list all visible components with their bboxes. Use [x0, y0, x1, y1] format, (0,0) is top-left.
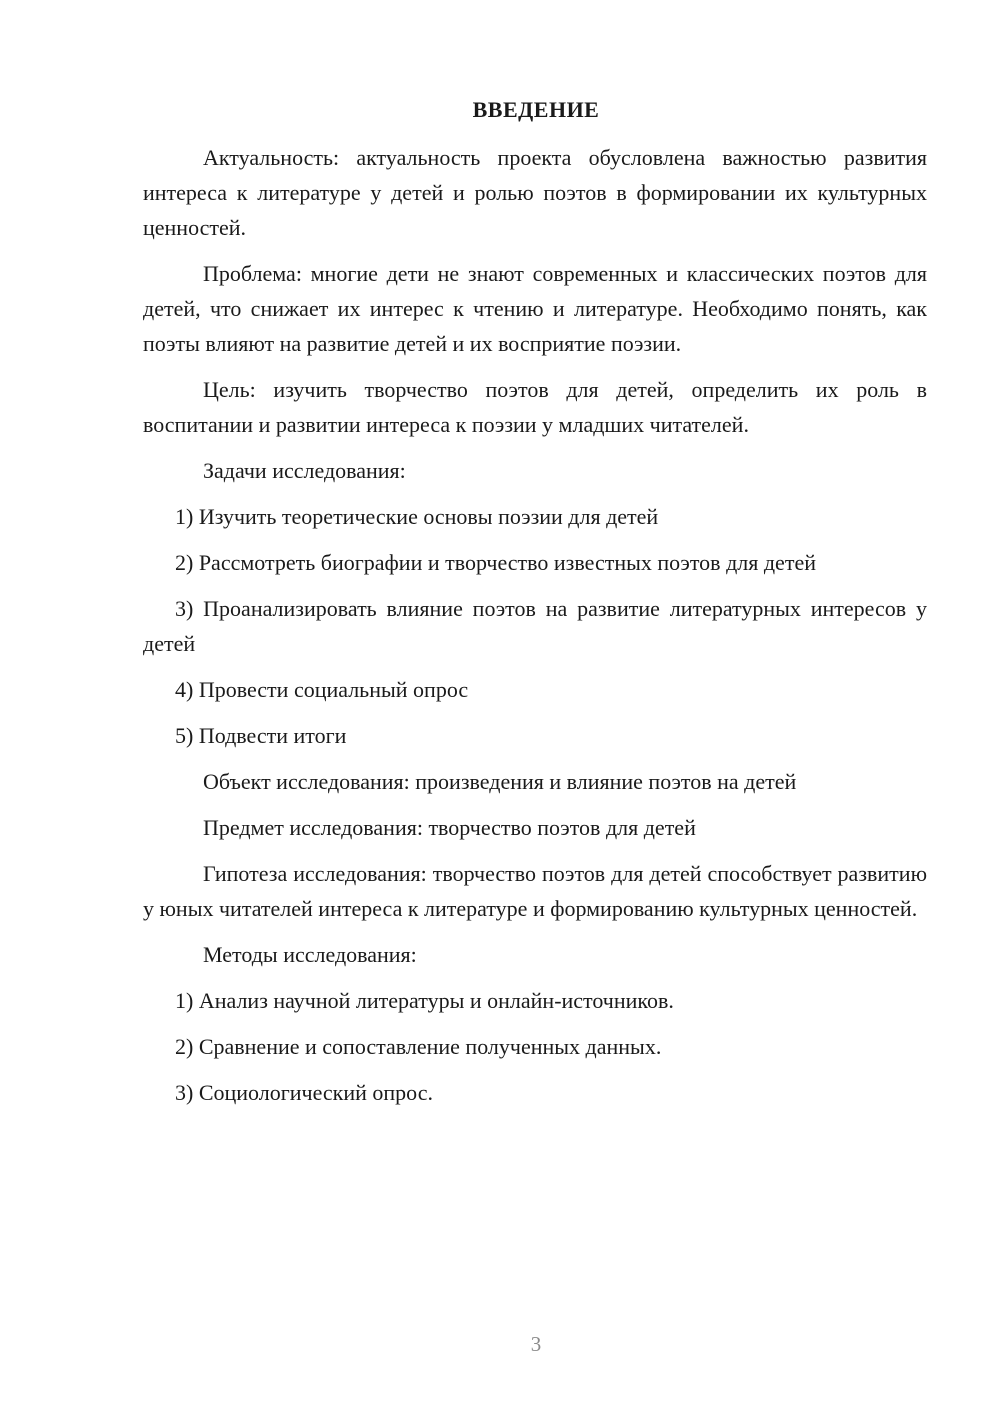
object-paragraph: Объект исследования: произведения и влияние поэтов на детей: [203, 769, 797, 794]
subject-paragraph: Предмет исследования: творчество поэтов для детей: [203, 815, 696, 840]
document-body: [143, 140, 927, 1121]
methods-heading: Методы исследования:: [203, 942, 417, 967]
method-item-3: 3) Социологический опрос.: [175, 1080, 433, 1105]
task-item-1: 1) Изучить теоретические основы поэзии для детей: [175, 504, 659, 529]
relevance-paragraph: Актуальность: актуальность проекта обусловлена важностью развития интереса к литературе у детей и ролью поэтов в формировании их культурных ценностей.: [143, 145, 927, 240]
task-item-4: 4) Провести социальный опрос: [175, 677, 469, 702]
tasks-heading: Задачи исследования:: [203, 458, 406, 483]
page-title: ВВЕДЕНИЕ: [472, 97, 600, 122]
problem-paragraph: Проблема: многие дети не знают современных и классических поэтов для детей, что снижает их интерес к чтению и литературе. Необходимо понять, как поэты влияют на развитие детей и их восприятие поэзии.: [143, 261, 927, 356]
page-number: 3: [530, 1332, 542, 1356]
method-item-1: 1) Анализ научной литературы и онлайн-источников.: [175, 988, 674, 1013]
goal-paragraph: Цель: изучить творчество поэтов для детей, определить их роль в воспитании и развитии интереса к поэзии у младших читателей.: [143, 377, 927, 437]
task-item-2: 2) Рассмотреть биографии и творчество известных поэтов для детей: [175, 550, 816, 575]
task-item-5: 5) Подвести итоги: [175, 723, 347, 748]
task-item-3: 3) Проанализировать влияние поэтов на развитие литературных интересов у детей: [143, 596, 927, 656]
hypothesis-paragraph: Гипотеза исследования: творчество поэтов для детей способствует развитию у юных читателей интереса к литературе и формированию культурных ценностей.: [143, 861, 927, 921]
method-item-2: 2) Сравнение и сопоставление полученных данных.: [175, 1034, 662, 1059]
